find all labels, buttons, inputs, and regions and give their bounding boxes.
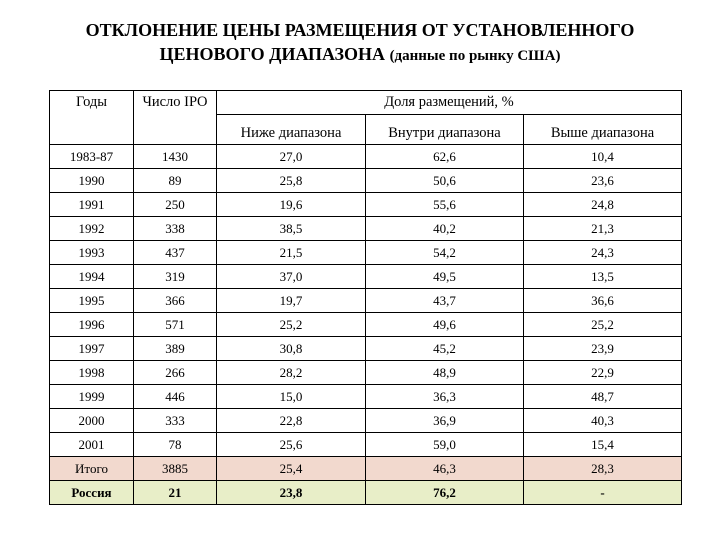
cell-year: 1999	[50, 385, 134, 409]
cell-within: 36,3	[366, 385, 524, 409]
cell-year: 1995	[50, 289, 134, 313]
cell-above: 23,6	[524, 169, 682, 193]
cell-below: 38,5	[217, 217, 366, 241]
cell-ipo: 446	[134, 385, 217, 409]
table-row	[50, 313, 682, 337]
cell-within: 45,2	[366, 337, 524, 361]
cell-below: 22,8	[217, 409, 366, 433]
header-ipo-count: Число IPO	[134, 91, 217, 145]
cell-above: 36,6	[524, 289, 682, 313]
ipo-table	[49, 90, 682, 505]
cell-below: 19,6	[217, 193, 366, 217]
header-above: Выше диапазона	[524, 115, 682, 145]
cell-within: 49,5	[366, 265, 524, 289]
cell-above: -	[524, 481, 682, 505]
table-row	[50, 289, 682, 313]
cell-year: 1998	[50, 361, 134, 385]
table-row	[50, 265, 682, 289]
title-main: ЦЕНОВОГО ДИАПАЗОНА	[159, 44, 386, 64]
table-row	[50, 409, 682, 433]
header-years: Годы	[50, 91, 134, 145]
cell-below: 25,8	[217, 169, 366, 193]
cell-above: 23,9	[524, 337, 682, 361]
cell-below: 21,5	[217, 241, 366, 265]
cell-within: 48,9	[366, 361, 524, 385]
cell-ipo: 437	[134, 241, 217, 265]
title-subtitle: (данные по рынку США)	[389, 48, 561, 64]
cell-ipo: 1430	[134, 145, 217, 169]
cell-ipo: 366	[134, 289, 217, 313]
cell-above: 25,2	[524, 313, 682, 337]
header-share: Доля размещений, %	[217, 91, 682, 115]
title-line-2	[0, 42, 720, 68]
cell-within: 62,6	[366, 145, 524, 169]
page-title	[0, 18, 720, 68]
cell-below: 19,7	[217, 289, 366, 313]
cell-year: 1990	[50, 169, 134, 193]
cell-year: 2001	[50, 433, 134, 457]
cell-ipo: 333	[134, 409, 217, 433]
cell-ipo: 250	[134, 193, 217, 217]
cell-within: 49,6	[366, 313, 524, 337]
cell-above: 40,3	[524, 409, 682, 433]
cell-above: 21,3	[524, 217, 682, 241]
cell-ipo: 78	[134, 433, 217, 457]
cell-above: 24,8	[524, 193, 682, 217]
title-line-1: ОТКЛОНЕНИЕ ЦЕНЫ РАЗМЕЩЕНИЯ ОТ УСТАНОВЛЕННОГО	[85, 20, 635, 40]
cell-year: 1994	[50, 265, 134, 289]
table-row	[50, 385, 682, 409]
cell-above: 10,4	[524, 145, 682, 169]
table-row	[50, 433, 682, 457]
cell-above: 24,3	[524, 241, 682, 265]
cell-year: 1992	[50, 217, 134, 241]
cell-within: 36,9	[366, 409, 524, 433]
cell-year: 1996	[50, 313, 134, 337]
table-row	[50, 169, 682, 193]
cell-within: 50,6	[366, 169, 524, 193]
cell-ipo: 21	[134, 481, 217, 505]
cell-below: 25,2	[217, 313, 366, 337]
cell-below: 28,2	[217, 361, 366, 385]
cell-ipo: 319	[134, 265, 217, 289]
cell-above: 13,5	[524, 265, 682, 289]
cell-ipo: 389	[134, 337, 217, 361]
cell-within: 76,2	[366, 481, 524, 505]
russia-row	[50, 481, 682, 505]
cell-year: 1983-87	[50, 145, 134, 169]
total-row	[50, 457, 682, 481]
cell-above: 28,3	[524, 457, 682, 481]
cell-within: 59,0	[366, 433, 524, 457]
table-row	[50, 217, 682, 241]
cell-ipo: 338	[134, 217, 217, 241]
cell-below: 25,6	[217, 433, 366, 457]
cell-within: 40,2	[366, 217, 524, 241]
table-body	[50, 145, 682, 505]
header-below: Ниже диапазона	[217, 115, 366, 145]
cell-year: 1997	[50, 337, 134, 361]
cell-year: Россия	[50, 481, 134, 505]
cell-above: 48,7	[524, 385, 682, 409]
cell-ipo: 571	[134, 313, 217, 337]
cell-above: 15,4	[524, 433, 682, 457]
cell-ipo: 266	[134, 361, 217, 385]
table-row	[50, 361, 682, 385]
table-row	[50, 193, 682, 217]
cell-below: 27,0	[217, 145, 366, 169]
cell-below: 25,4	[217, 457, 366, 481]
cell-year: 1993	[50, 241, 134, 265]
cell-year: Итого	[50, 457, 134, 481]
cell-ipo: 3885	[134, 457, 217, 481]
cell-within: 46,3	[366, 457, 524, 481]
cell-below: 37,0	[217, 265, 366, 289]
cell-year: 1991	[50, 193, 134, 217]
cell-below: 15,0	[217, 385, 366, 409]
header-within: Внутри диапазона	[366, 115, 524, 145]
cell-within: 54,2	[366, 241, 524, 265]
cell-ipo: 89	[134, 169, 217, 193]
cell-within: 55,6	[366, 193, 524, 217]
cell-within: 43,7	[366, 289, 524, 313]
cell-above: 22,9	[524, 361, 682, 385]
table-row	[50, 241, 682, 265]
cell-below: 30,8	[217, 337, 366, 361]
cell-year: 2000	[50, 409, 134, 433]
cell-below: 23,8	[217, 481, 366, 505]
table-row	[50, 337, 682, 361]
table-row	[50, 145, 682, 169]
